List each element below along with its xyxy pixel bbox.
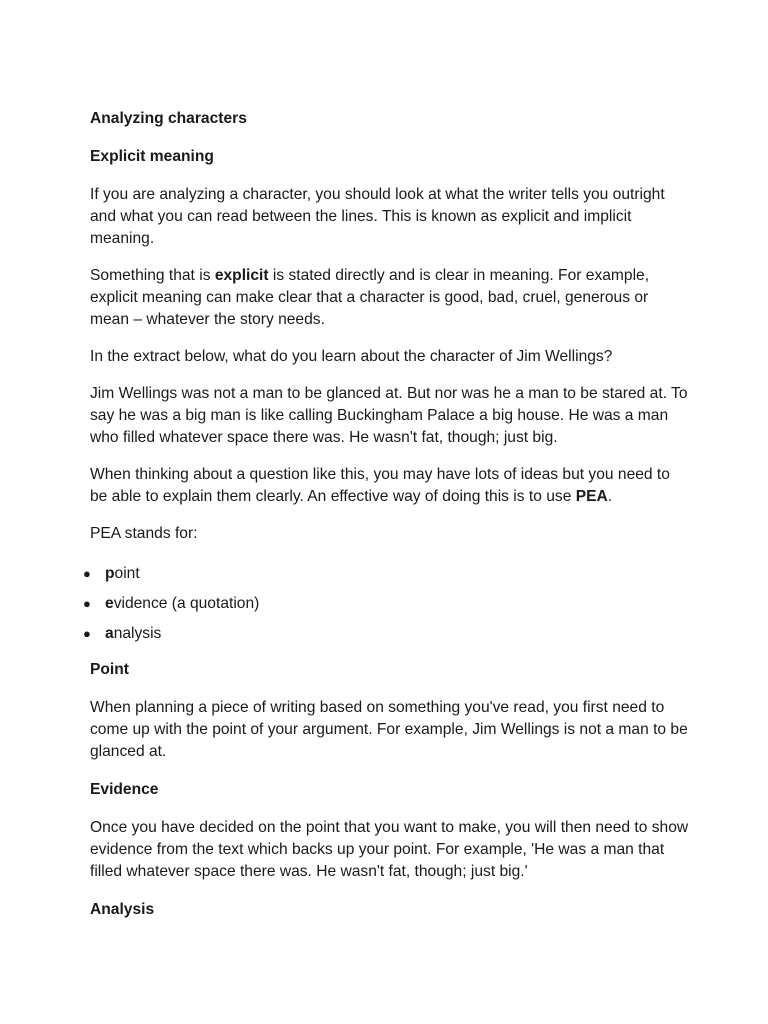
text-run: . — [607, 488, 613, 505]
text-run: is stated directly and is clear in meaning. For example, explicit meaning can make clear that a character is good, bad, cruel, generous or mean – whatever the story needs. — [90, 267, 650, 328]
paragraph-evidence: Once you have decided on the point that you want to make, you will then need to show evidence from the text which backs up your point. For example, 'He was a man that filled whatever space there was. He wasn't fat, though; just big.' — [90, 819, 689, 880]
bullet-icon: ● — [83, 626, 91, 641]
list-item-text — [105, 563, 140, 585]
paragraph-extract: Jim Wellings was not a man to be glanced at. But nor was he a man to be stared at. To say he was a big man is like calling Buckingham Palace a big house. He was a man who filled whatever space there was. He wasn't fat, though; just big. — [90, 385, 688, 446]
heading-evidence: Evidence — [90, 781, 159, 798]
list-item — [83, 563, 690, 593]
paragraph-point: When planning a piece of writing based on something you've read, you first need to come up with the point of your argument. For example, Jim Wellings is not a man to be glanced at. — [90, 699, 688, 760]
bullet-icon: ● — [83, 596, 91, 611]
document-title: Analyzing characters — [90, 110, 247, 127]
list-item-letter: a — [105, 625, 114, 642]
list-item-text — [105, 623, 161, 645]
paragraph-intro: If you are analyzing a character, you should look at what the writer tells you outright and what you can read between the lines. This is known as explicit and implicit meaning. — [90, 186, 665, 247]
paragraph-pea-intro — [90, 464, 690, 508]
list-item-rest: oint — [114, 565, 140, 582]
heading-point: Point — [90, 661, 129, 678]
list-item-letter: p — [105, 565, 115, 582]
heading-analysis: Analysis — [90, 901, 155, 918]
text-run: When thinking about a question like this, you may have lots of ideas but you need to be able to explain them clearly. An effective way of doing this is to use — [90, 466, 670, 505]
list-item-rest: nalysis — [113, 625, 162, 642]
text-run: Something that is — [90, 267, 215, 284]
bold-term-pea: PEA — [575, 488, 608, 505]
list-item — [83, 593, 690, 623]
list-item-letter: e — [105, 595, 114, 612]
bullet-icon: ● — [83, 566, 91, 581]
heading-explicit-meaning: Explicit meaning — [90, 148, 214, 165]
document-page — [83, 108, 690, 937]
list-item — [83, 623, 690, 653]
list-item-text — [105, 593, 259, 615]
pea-list — [83, 563, 690, 653]
paragraph-pea-stands-for: PEA stands for: — [90, 525, 198, 542]
paragraph-question: In the extract below, what do you learn about the character of Jim Wellings? — [90, 348, 613, 365]
list-item-rest: vidence (a quotation) — [113, 595, 260, 612]
bold-term-explicit: explicit — [214, 267, 269, 284]
paragraph-explicit-definition — [90, 265, 690, 331]
